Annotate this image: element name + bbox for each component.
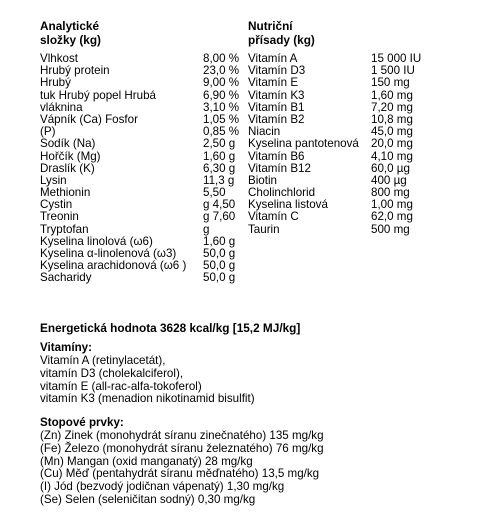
additives-list bbox=[248, 53, 448, 236]
nutrient-value: 11,3 g bbox=[203, 173, 235, 187]
nutrient-label: Tryptofan bbox=[40, 222, 89, 236]
nutrient-value: 2,50 g bbox=[203, 137, 236, 151]
nutrient-label: (P) bbox=[40, 125, 56, 139]
text-line: Vitamín A (retinylacetát), bbox=[40, 354, 166, 367]
additives-heading-line1: Nutriční bbox=[248, 19, 293, 33]
nutrient-value: 400 µg bbox=[371, 173, 407, 187]
analytical-list bbox=[40, 53, 240, 285]
trace-elements-section bbox=[40, 416, 324, 507]
nutrient-value: 20,0 mg bbox=[371, 137, 413, 151]
nutrient-label: Methionin bbox=[40, 186, 91, 200]
text-line: (Mn) Mangan (oxid manganatý) 28 mg/kg bbox=[40, 454, 253, 468]
trace-elements-list bbox=[40, 430, 324, 507]
nutrient-label: Kyselina listová bbox=[248, 198, 328, 212]
nutrient-value: 800 mg bbox=[371, 186, 410, 200]
nutrient-label: Treonin bbox=[40, 210, 79, 224]
text-line: (Fe) Železo (monohydrát síranu železnatého) 76 mg/kg bbox=[40, 441, 324, 455]
additives-heading-line2: přísady (kg) bbox=[248, 33, 315, 47]
nutrient-label: Hrubý protein bbox=[40, 64, 110, 78]
nutrient-label: Hořčík (Mg) bbox=[40, 149, 101, 163]
nutrient-value: 1,60 g bbox=[203, 149, 236, 163]
nutrient-label: Sacharidy bbox=[40, 271, 92, 285]
nutrient-value: 45,0 mg bbox=[371, 125, 413, 139]
nutrient-label: Cystin bbox=[40, 198, 73, 212]
nutrient-value: 60,0 µg bbox=[371, 161, 410, 175]
nutrient-label: Vitamín A bbox=[248, 52, 298, 65]
vitamins-list bbox=[40, 355, 255, 406]
nutrient-label: Vlhkost bbox=[40, 52, 79, 65]
nutrient-label: Sodík (Na) bbox=[40, 137, 96, 151]
text-line: (Se) Selen (seleničitan sodný) 0,30 mg/kg bbox=[40, 492, 256, 506]
nutrient-label: Cholinchlorid bbox=[248, 186, 316, 200]
nutrient-value: 150 mg bbox=[371, 76, 410, 90]
trace-elements-title: Stopové prvky: bbox=[40, 416, 124, 429]
nutrient-value: 1,60 g bbox=[203, 234, 236, 248]
nutrient-value: 50,0 g bbox=[203, 271, 236, 285]
nutrient-label: Vitamín B12 bbox=[248, 161, 311, 175]
nutrient-value: 0,85 % bbox=[203, 125, 240, 139]
nutrient-value: 4,10 mg bbox=[371, 149, 413, 163]
nutrient-label: Vitamín K3 bbox=[248, 88, 305, 102]
nutrient-value: 8,00 % bbox=[203, 52, 240, 65]
nutrient-label: Lysin bbox=[40, 173, 67, 187]
analytical-heading-line1: Analytické bbox=[40, 19, 100, 33]
nutrient-label: Vitamín D3 bbox=[248, 64, 306, 78]
text-line: vitamín K3 (menadion nikotinamid bisulfit) bbox=[40, 392, 255, 406]
nutrient-value: 23,0 % bbox=[203, 64, 240, 78]
nutrient-label: Taurin bbox=[248, 222, 280, 236]
nutrient-value: 3,10 % bbox=[203, 100, 240, 114]
nutrient-label: Kyselina pantotenová bbox=[248, 137, 359, 151]
nutrient-value: 1,05 % bbox=[203, 112, 240, 126]
nutrient-row bbox=[40, 272, 240, 284]
nutrient-value: 7,20 mg bbox=[371, 100, 413, 114]
text-line: (I) Jód (bezvodý jodičnan vápenatý) 1,30 mg/kg bbox=[40, 480, 285, 494]
nutrient-value: 50,0 g bbox=[203, 259, 236, 273]
nutrient-label: tuk Hrubý popel Hrubá bbox=[40, 88, 156, 102]
analytical-heading-line2: složky (kg) bbox=[40, 33, 101, 47]
text-line: vitamín E (all-rac-alfa-tokoferol) bbox=[40, 379, 202, 393]
nutrient-label: Draslík (K) bbox=[40, 161, 95, 175]
nutrient-value: 1 500 IU bbox=[371, 64, 415, 78]
nutrient-value: 62,0 mg bbox=[371, 210, 413, 224]
nutrient-value: 1,00 mg bbox=[371, 198, 413, 212]
nutrient-label: Kyselina arachidonová (ω6 ) bbox=[40, 259, 187, 273]
nutrient-label: Vitamín E bbox=[248, 76, 299, 90]
nutrient-value: g bbox=[203, 222, 210, 236]
text-line: vitamín D3 (cholekalciferol), bbox=[40, 366, 184, 380]
nutrient-row bbox=[248, 224, 448, 236]
nutrient-label: Niacin bbox=[248, 125, 281, 139]
nutrient-value: 500 mg bbox=[371, 222, 410, 236]
nutrient-label: Kyselina α-linolenová (ω3) bbox=[40, 247, 177, 260]
nutrient-value: 50,0 g bbox=[203, 247, 236, 260]
vitamins-section bbox=[40, 341, 255, 406]
nutrient-value: 6,30 g bbox=[203, 161, 236, 175]
nutrient-label: Vitamín B1 bbox=[248, 100, 305, 114]
nutrient-label: Vitamín B6 bbox=[248, 149, 305, 163]
nutrient-value: g 7,60 bbox=[203, 210, 236, 224]
nutrient-label: Vitamín C bbox=[248, 210, 299, 224]
text-line: (Zn) Zinek (monohydrát síranu zinečnatého) 135 mg/kg bbox=[40, 429, 324, 442]
nutrient-row bbox=[248, 163, 448, 175]
nutrient-label: Vápník (Ca) Fosfor bbox=[40, 112, 138, 126]
additives-heading bbox=[248, 19, 315, 47]
nutrient-label: Vitamín B2 bbox=[248, 112, 305, 126]
nutrient-value: 9,00 % bbox=[203, 76, 240, 90]
nutrient-value: 1,60 mg bbox=[371, 88, 413, 102]
energy-value: Energetická hodnota 3628 kcal/kg [15,2 MJ/kg] bbox=[40, 321, 301, 335]
nutrient-label: Biotin bbox=[248, 173, 278, 187]
nutrient-value: g 4,50 bbox=[203, 198, 236, 212]
nutrient-value: 6,90 % bbox=[203, 88, 240, 102]
nutrient-value: 5,50 bbox=[203, 186, 226, 200]
nutrient-label: Hrubý bbox=[40, 76, 71, 90]
nutrient-label: Kyselina linolová (ω6) bbox=[40, 234, 153, 248]
text-line: (Cu) Měď (pentahydrát síranu měďnatého) 13,5 mg/kg bbox=[40, 467, 320, 481]
nutrient-label: vláknina bbox=[40, 100, 83, 114]
analytical-heading bbox=[40, 19, 101, 47]
vitamins-title: Vitamíny: bbox=[40, 341, 92, 354]
nutrient-value: 10,8 mg bbox=[371, 112, 413, 126]
nutrient-value: 15 000 IU bbox=[371, 52, 422, 65]
